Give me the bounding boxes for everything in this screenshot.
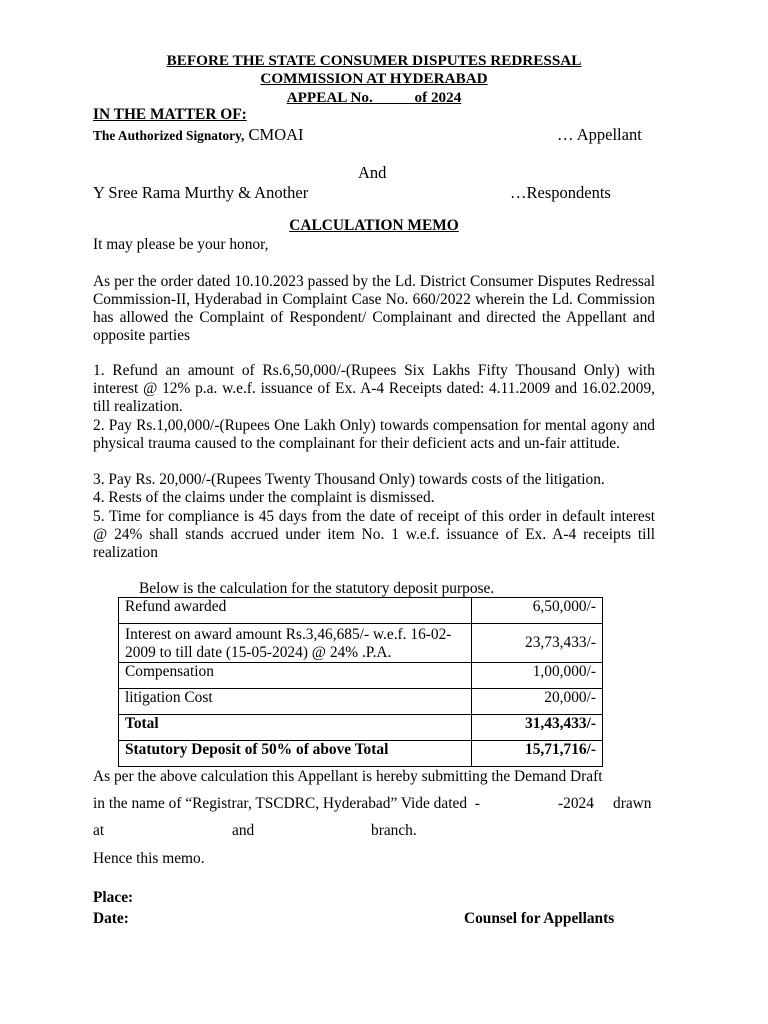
table-row: [119, 689, 603, 715]
row-label: Compensation: [119, 663, 472, 689]
header-line-2: COMMISSION AT HYDERABAD: [260, 70, 488, 87]
row-amount: 31,43,433/-: [472, 715, 603, 741]
appeal-number-line: APPEAL No. of 2024: [286, 89, 462, 106]
respondent-role: …Respondents: [510, 183, 611, 202]
row-amount: 1,00,000/-: [472, 663, 603, 689]
row-label: Refund awarded: [119, 598, 472, 624]
row-amount: 6,50,000/-: [472, 598, 603, 624]
closing-line-1: As per the above calculation this Appellant is hereby submitting the Demand Draft: [93, 768, 603, 785]
salutation: It may please be your honor,: [93, 236, 269, 253]
directive-item-4: 4. Rests of the claims under the complaint is dismissed.: [93, 489, 435, 506]
directive-item-2: 2. Pay Rs.1,00,000/-(Rupees One Lakh Only) towards compensation for mental agony and physical trauma caused to the complainant for their deficient acts and un-fair attitude.: [93, 417, 655, 452]
closing-line-2c: drawn: [613, 795, 652, 812]
row-label: Total: [119, 715, 472, 741]
closing-line-2a: in the name of “Registrar, TSCDRC, Hyderabad” Vide dated -: [93, 795, 480, 812]
table-row: [119, 624, 603, 663]
appellant-role: … Appellant: [557, 125, 642, 144]
and-separator: And: [358, 163, 387, 182]
header-line-1: BEFORE THE STATE CONSUMER DISPUTES REDRESSAL: [166, 52, 582, 69]
appellant-prefix: The Authorized Signatory,: [93, 128, 245, 143]
directive-item-1: 1. Refund an amount of Rs.6,50,000/-(Rupees Six Lakhs Fifty Thousand Only) with interest @ 12% p.a. w.e.f. issuance of Ex. A-4 Receipts dated: 4.11.2009 and 16.02.2009, till realization.: [93, 362, 655, 415]
respondent-name: Y Sree Rama Murthy & Another: [93, 183, 309, 202]
table-row: [119, 663, 603, 689]
appellant-name: CMOAI: [244, 125, 304, 144]
row-label: litigation Cost: [119, 689, 472, 715]
table-row: [119, 741, 603, 767]
row-amount: 15,71,716/-: [472, 741, 603, 767]
memo-title: CALCULATION MEMO: [289, 217, 459, 234]
closing-line-2b: -2024: [558, 795, 594, 812]
table-row: [119, 598, 603, 624]
counsel-signature: Counsel for Appellants: [464, 910, 615, 927]
place-label: Place:: [93, 889, 134, 906]
directive-item-5: 5. Time for compliance is 45 days from the date of receipt of this order in default interest @ 24% shall stands accrued under item No. 1 w.e.f. issuance of Ex. A-4 receipts till realization: [93, 508, 655, 561]
date-label: Date:: [93, 910, 129, 927]
intro-paragraph: As per the order dated 10.10.2023 passed by the Ld. District Consumer Disputes Redressal Commission-II, Hyderabad in Complaint Case No. 660/2022 wherein the Ld. Commission has allowed the Complaint of Respondent/ Complainant and directed the Appellant and opposite parties: [93, 273, 655, 344]
row-label: Interest on award amount Rs.3,46,685/- w.e.f. 16-02-2009 to till date (15-05-2024) @ 24% .P.A.: [119, 624, 472, 663]
hence-line: Hence this memo.: [93, 850, 205, 867]
calculation-table: [118, 597, 603, 767]
in-the-matter-label: IN THE MATTER OF:: [93, 106, 247, 123]
table-intro: Below is the calculation for the statutory deposit purpose.: [139, 580, 495, 597]
row-amount: 23,73,433/-: [472, 624, 603, 663]
closing-line-3c: branch.: [371, 822, 417, 839]
table-row: [119, 715, 603, 741]
appellant-line: [93, 126, 304, 145]
closing-line-3b: and: [232, 822, 255, 839]
directive-item-3: 3. Pay Rs. 20,000/-(Rupees Twenty Thousand Only) towards costs of the litigation.: [93, 471, 605, 488]
closing-line-3a: at: [93, 822, 105, 839]
row-label: Statutory Deposit of 50% of above Total: [119, 741, 472, 767]
row-amount: 20,000/-: [472, 689, 603, 715]
